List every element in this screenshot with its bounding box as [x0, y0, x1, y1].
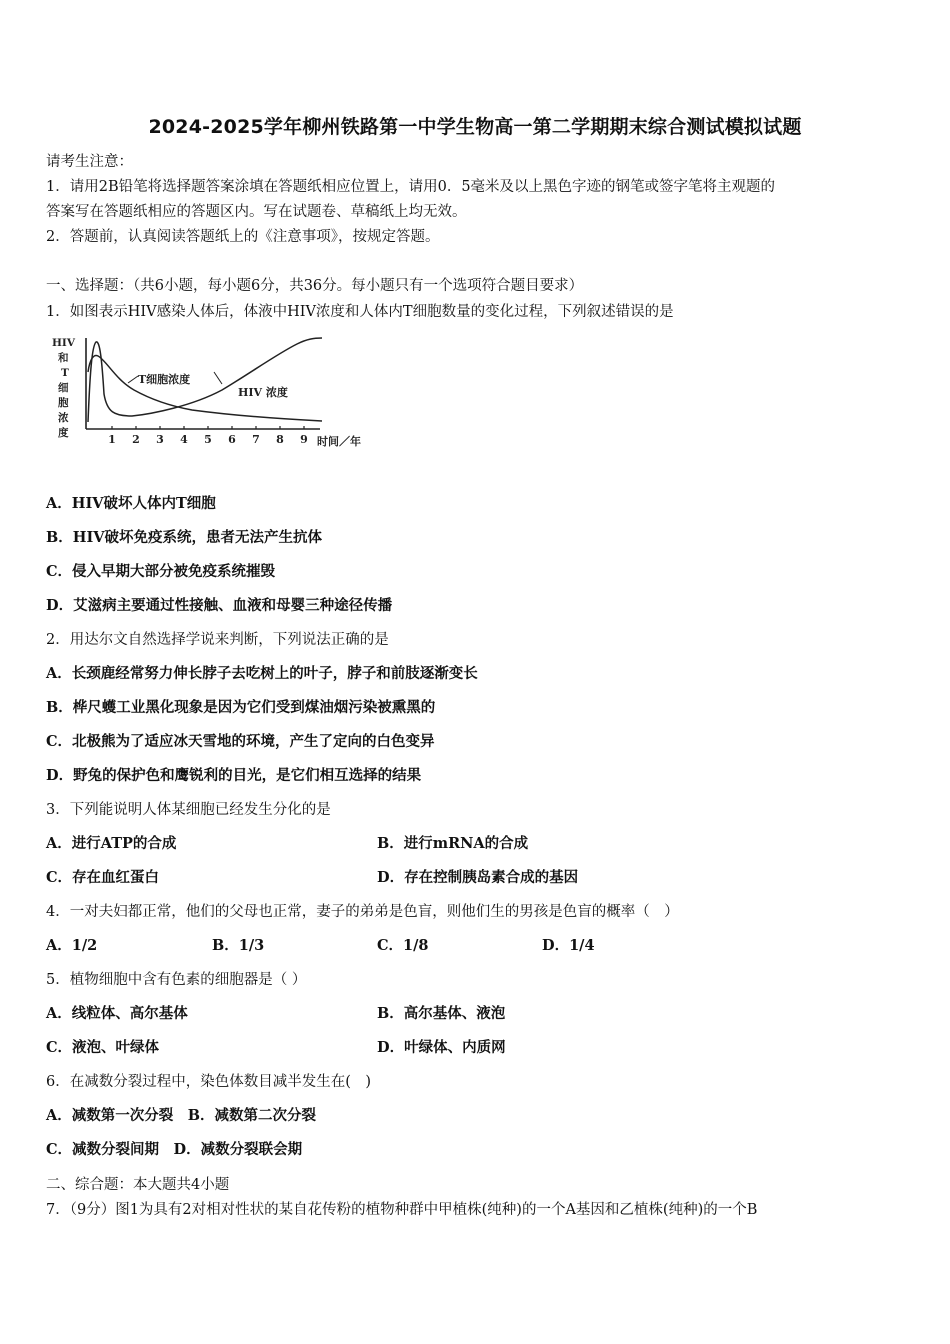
y-label-bao: 胞: [58, 397, 69, 409]
x-tick-2: 2: [132, 433, 140, 446]
x-tick-8: 8: [276, 433, 284, 446]
q3-option-a: A．进行ATP的合成: [46, 835, 177, 852]
q1-option-d: D．艾滋病主要通过性接触、血液和母婴三种途径传播: [46, 597, 393, 614]
q5-option-c: C．液泡、叶绿体: [46, 1039, 160, 1056]
q2-stem: 2．用达尔文自然选择学说来判断，下列说法正确的是: [46, 632, 389, 648]
notice-item-1-line-1: 1．请用2B铅笔将选择题答案涂填在答题纸相应位置上，请用0．5毫米及以上黑色字迹的钢笔或签字笔将主观题的: [46, 179, 776, 195]
notice-heading: 请考生注意：: [46, 154, 133, 170]
q5-option-b: B．高尔基体、液泡: [377, 1005, 506, 1022]
q1-option-c: C．侵入早期大部分被免疫系统摧毁: [46, 563, 276, 580]
hiv-tcell-graph: [52, 332, 382, 450]
q5-option-a: A．线粒体、高尔基体: [46, 1005, 188, 1022]
q4-stem: 4．一对夫妇都正常，他们的父母也正常，妻子的弟弟是色盲，则他们生的男孩是色盲的概率（ ）: [46, 904, 679, 920]
t-cell-label: T细胞浓度: [138, 373, 191, 386]
q4-option-a: A．1/2: [46, 937, 98, 954]
x-tick-5: 5: [204, 433, 212, 446]
q6-options-cd: C．减数分裂间期 D．减数分裂联会期: [46, 1141, 303, 1158]
q1-option-a: A．HIV破坏人体内T细胞: [46, 495, 216, 512]
section-2-heading: 二、综合题：本大题共4小题: [46, 1177, 230, 1193]
hiv-label: HIV 浓度: [238, 386, 288, 399]
q4-option-d: D．1/4: [542, 937, 595, 954]
q6-options-ab: A．减数第一次分裂 B．减数第二次分裂: [46, 1107, 317, 1124]
q2-option-c: C．北极熊为了适应冰天雪地的环境，产生了定向的白色变异: [46, 733, 435, 750]
section-1-heading: 一、选择题：（共6小题，每小题6分，共36分。每小题只有一个选项符合题目要求）: [46, 278, 584, 294]
q4-option-b: B．1/3: [212, 937, 265, 954]
y-label-he: 和: [58, 352, 69, 364]
q5-option-d: D．叶绿体、内质网: [377, 1039, 506, 1056]
q3-stem: 3．下列能说明人体某细胞已经发生分化的是: [46, 802, 331, 818]
x-tick-1: 1: [108, 433, 116, 446]
y-label-hiv: HIV: [52, 337, 75, 349]
y-label-t: T: [61, 367, 69, 379]
notice-item-2: 2．答题前，认真阅读答题纸上的《注意事项》，按规定答题。: [46, 229, 440, 245]
y-label-xi: 细: [58, 382, 69, 394]
q5-stem: 5．植物细胞中含有色素的细胞器是（ ）: [46, 972, 307, 988]
q3-option-b: B．进行mRNA的合成: [377, 835, 529, 852]
q3-option-d: D．存在控制胰岛素合成的基因: [377, 869, 579, 886]
q6-stem: 6．在减数分裂过程中，染色体数目减半发生在( ): [46, 1074, 372, 1090]
x-tick-4: 4: [180, 433, 188, 446]
q1-option-b: B．HIV破坏免疫系统，患者无法产生抗体: [46, 529, 322, 546]
hiv-concentration-curve: [88, 338, 322, 422]
notice-item-1-line-2: 答案写在答题纸相应的答题区内。写在试题卷、草稿纸上均无效。: [46, 204, 467, 220]
x-tick-3: 3: [156, 433, 164, 446]
q2-option-d: D．野兔的保护色和鹰锐利的目光，是它们相互选择的结果: [46, 767, 422, 784]
q1-stem: 1．如图表示HIV感染人体后，体液中HIV浓度和人体内T细胞数量的变化过程，下列叙述错误的是: [46, 304, 674, 320]
q4-option-c: C．1/8: [377, 937, 429, 954]
x-axis-label: 时间／年: [317, 435, 361, 448]
exam-title: 2024-2025学年柳州铁路第一中学生物高一第二学期期末综合测试模拟试题: [148, 116, 802, 138]
y-label-du: 度: [58, 427, 69, 439]
x-tick-7: 7: [252, 433, 260, 446]
q7-stem: 7．（9分）图1为具有2对相对性状的某自花传粉的植物种群中甲植株(纯种)的一个A基因和乙植株(纯种)的一个B: [46, 1202, 758, 1218]
x-tick-9: 9: [300, 433, 308, 446]
hiv-leader-line: [214, 372, 222, 384]
q2-option-a: A．长颈鹿经常努力伸长脖子去吃树上的叶子，脖子和前肢逐渐变长: [46, 665, 478, 682]
q3-option-c: C．存在血红蛋白: [46, 869, 160, 886]
t-cell-leader-line: [128, 376, 138, 383]
q2-option-b: B．桦尺蠖工业黑化现象是因为它们受到煤油烟污染被熏黑的: [46, 699, 436, 716]
y-label-nong: 浓: [58, 412, 69, 424]
x-tick-6: 6: [228, 433, 236, 446]
